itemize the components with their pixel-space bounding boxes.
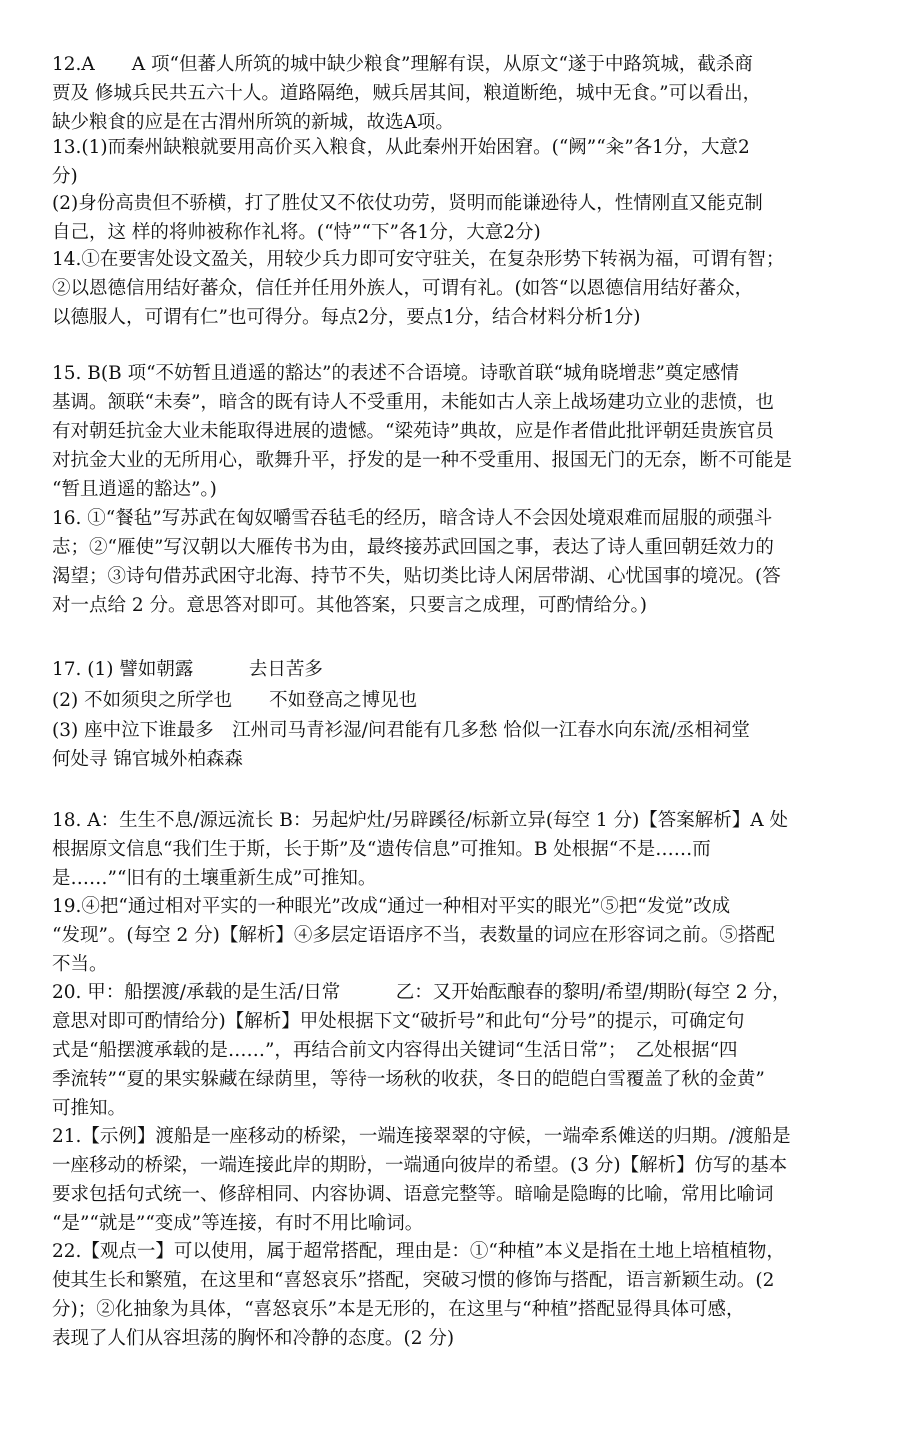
answer-21 [52, 1122, 858, 1238]
text-line: 分) [52, 166, 78, 187]
text-line: 意思对即可酌情给分)【解析】甲处根据下文“破折号”和此句“分号”的提示，可确定句 [52, 1011, 745, 1032]
text-line: 21.【示例】渡船是一座移动的桥梁，一端连接翠翠的守候，一端牵系傩送的归期。/渡船是 [52, 1126, 791, 1147]
text-line: 分)；②化抽象为具体，“喜怒哀乐”本是无形的，在这里与“种植”搭配显得具体可感， [52, 1299, 745, 1320]
text-line: 19.④把“通过相对平实的一种眼光”改成“通过一种相对平实的眼光”⑤把“发觉”改成 [52, 896, 731, 917]
text-line: 渴望；③诗句借苏武困守北海、持节不失，贴切类比诗人闲居带湖、心忧国事的境况。(答 [52, 566, 781, 587]
text-line: 对抗金大业的无所用心，歌舞升平，抒发的是一种不受重用、报国无门的无奈，断不可能是 [52, 450, 793, 471]
text-line: 22.【观点一】可以使用，属于超常搭配，理由是：①“种植”本义是指在土地上培植植物， [52, 1241, 785, 1262]
answer-17-3 [52, 716, 858, 774]
text-line: 以德服人，可谓有仁”也可得分。每点2分，要点1分，结合材料分析1分) [52, 307, 641, 328]
text-line: 13.(1)而秦州缺粮就要用高价买入粮食，从此秦州开始困窘。(“阙”“籴”各1分，大意2 [52, 137, 750, 158]
text-line: 对一点给 2 分。意思答对即可。其他答案，只要言之成理，可酌情给分。) [52, 595, 648, 616]
text-line: “是”“就是”“变成”等连接，有时不用比喻词。 [52, 1213, 424, 1234]
text-line: 是……”“旧有的土壤重新生成”可推知。 [52, 868, 377, 889]
text-line: 不当。 [52, 954, 108, 975]
text-line: 一座移动的桥梁，一端连接此岸的期盼，一端通向彼岸的希望。(3 分)【解析】仿写的基本 [52, 1155, 788, 1176]
text-line: (2) 不如须臾之所学也 不如登高之博见也 [52, 690, 418, 711]
text-line: 20. 甲：船摆渡/承载的是生活/日常 乙：又开始酝酿春的黎明/希望/期盼(每空 2 分， [52, 982, 791, 1003]
text-line: (2)身份高贵但不骄横，打了胜仗又不依仗功劳，贤明而能谦逊待人，性情刚直又能克制 [52, 193, 763, 214]
text-line: 季流转”“夏的果实躲藏在绿荫里，等待一场秋的收获，冬日的皑皑白雪覆盖了秋的金黄” [52, 1069, 765, 1090]
text-line: ②以恩德信用结好蕃众，信任并任用外族人，可谓有礼。(如答“以恩德信用结好蕃众， [52, 278, 754, 299]
text-line: 志；②“雁使”写汉朝以大雁传书为由，最终接苏武回国之事，表达了诗人重回朝廷效力的 [52, 537, 774, 558]
text-line: 基调。颔联“未奏”，暗含的既有诗人不受重用，未能如古人亲上战场建功立业的悲愤，也 [52, 392, 774, 413]
text-line: 17. (1) 譬如朝露 去日苦多 [52, 659, 323, 680]
text-line: 使其生长和繁殖，在这里和“喜怒哀乐”搭配，突破习惯的修饰与搭配，语言新颖生动。(2 [52, 1270, 775, 1291]
text-line: 贾及 修城兵民共五六十人。道路隔绝，贼兵居其间，粮道断绝，城中无食。”可以看出， [52, 83, 762, 104]
answer-13-1 [52, 133, 858, 191]
text-line: 式是“船摆渡承载的是……”，再结合前文内容得出关键词“生活日常”； 乙处根据“四 [52, 1040, 738, 1061]
text-line: 要求包括句式统一、修辞相同、内容协调、语意完整等。暗喻是隐晦的比喻，常用比喻词 [52, 1184, 774, 1205]
answer-20 [52, 978, 858, 1123]
text-line: 缺少粮食的应是在古渭州所筑的新城，故选A项。 [52, 112, 454, 133]
text-line: “暂且逍遥的豁达”。) [52, 479, 217, 500]
text-line: 18. A：生生不息/源远流长 B：另起炉灶/另辟蹊径/标新立异(每空 1 分)【答案解析】A 处 [52, 810, 789, 831]
answer-19 [52, 892, 858, 979]
answer-12 [52, 50, 858, 137]
text-line: 自己，这 样的将帅被称作礼将。(“恃”“下”各1分，大意2分) [52, 222, 541, 243]
text-line: (3) 座中泣下谁最多 江州司马青衫湿/问君能有几多愁 恰似一江春水向东流/丞相祠堂 [52, 720, 750, 741]
text-line: 12.A A 项“但蕃人所筑的城中缺少粮食”理解有误，从原文“遂于中路筑城，截杀商 [52, 54, 753, 75]
text-line: “发现”。(每空 2 分)【解析】④多层定语语序不当，表数量的词应在形容词之前。⑤搭配 [52, 925, 775, 946]
answer-17-1 [52, 655, 858, 684]
text-line: 根据原文信息“我们生于斯，长于斯”及“遗传信息”可推知。B 处根据“不是……而 [52, 839, 711, 860]
text-line: 何处寻 锦官城外柏森森 [52, 749, 243, 770]
text-line: 16. ①“餐毡”写苏武在匈奴嚼雪吞毡毛的经历，暗含诗人不会因处境艰难而屈服的顽强斗 [52, 508, 773, 529]
answer-17-2 [52, 686, 858, 715]
answer-22 [52, 1237, 858, 1353]
text-line: 15. B(B 项“不妨暂且逍遥的豁达”的表述不合语境。诗歌首联“城角晓增悲”奠定感情 [52, 363, 739, 384]
text-line: 可推知。 [52, 1098, 127, 1119]
answer-16 [52, 504, 858, 620]
answer-18 [52, 806, 858, 893]
answer-13-2 [52, 189, 858, 247]
answer-14 [52, 245, 858, 332]
answer-15 [52, 359, 858, 504]
text-line: 有对朝廷抗金大业未能取得进展的遗憾。“梁苑诗”典故，应是作者借此批评朝廷贵族官员 [52, 421, 774, 442]
text-line: 14.①在要害处设文盈关，用较少兵力即可安守驻关，在复杂形势下转祸为福，可谓有智； [52, 249, 785, 270]
text-line: 表现了人们从容坦荡的胸怀和冷静的态度。(2 分) [52, 1328, 455, 1349]
